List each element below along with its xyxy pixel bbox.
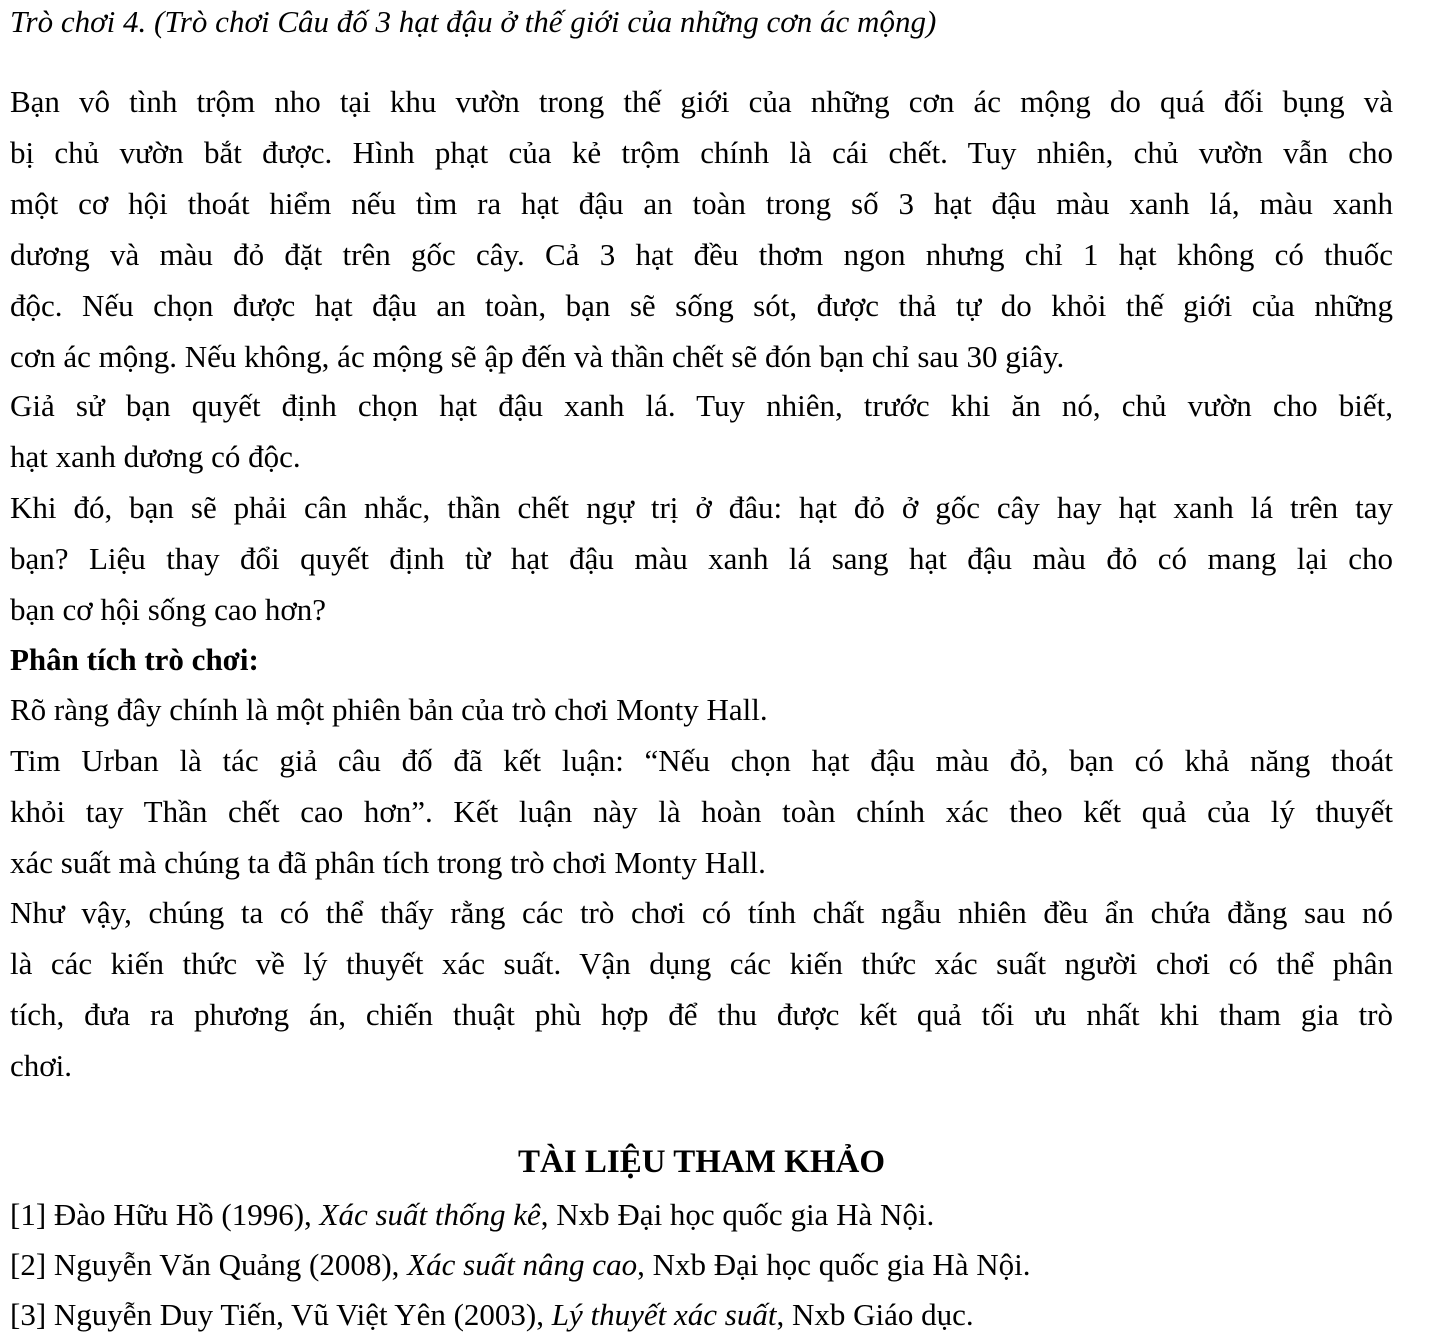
references-heading: TÀI LIỆU THAM KHẢO: [517, 1144, 886, 1180]
paragraph-5-line-1: Tim Urban là tác giả câu đố đã kết luận: “Nếu chọn hạt đậu màu đỏ, bạn có khả năng thoát: [10, 743, 1393, 778]
analysis-heading: Phân tích trò chơi:: [10, 642, 259, 677]
paragraph-1-line-6: cơn ác mộng. Nếu không, ác mộng sẽ ập đến và thần chết sẽ đón bạn chỉ sau 30 giây.: [10, 339, 1065, 374]
paragraph-3-line-1: Khi đó, bạn sẽ phải cân nhắc, thần chết ngự trị ở đâu: hạt đỏ ở gốc cây hay hạt xanh lá trên tay: [10, 490, 1393, 525]
reference-2-prefix: [2] Nguyễn Văn Quảng (2008),: [10, 1247, 408, 1282]
paragraph-1-line-1: Bạn vô tình trộm nho tại khu vườn trong thế giới của những cơn ác mộng do quá đối bụng và: [10, 84, 1393, 119]
paragraph-6-line-2: là các kiến thức về lý thuyết xác suất. Vận dụng các kiến thức xác suất người chơi có thể phân: [10, 946, 1393, 981]
reference-1-prefix: [1] Đào Hữu Hồ (1996),: [10, 1197, 320, 1232]
reference-3-prefix: [3] Nguyễn Duy Tiến, Vũ Việt Yên (2003),: [10, 1297, 552, 1332]
paragraph-1-line-3: một cơ hội thoát hiểm nếu tìm ra hạt đậu an toàn trong số 3 hạt đậu màu xanh lá, màu xanh: [10, 186, 1393, 221]
reference-2-suffix: , Nxb Đại học quốc gia Hà Nội.: [637, 1247, 1031, 1282]
paragraph-4-line-1: Rõ ràng đây chính là một phiên bản của trò chơi Monty Hall.: [10, 692, 768, 727]
paragraph-5-line-2: khỏi tay Thần chết cao hơn”. Kết luận này là hoàn toàn chính xác theo kết quả của lý thuyết: [10, 794, 1393, 829]
paragraph-5-line-3: xác suất mà chúng ta đã phân tích trong trò chơi Monty Hall.: [10, 845, 766, 880]
reference-item-1: [10, 1197, 934, 1233]
reference-item-3: [10, 1297, 974, 1333]
paragraph-6-line-1: Như vậy, chúng ta có thể thấy rằng các trò chơi có tính chất ngẫu nhiên đều ẩn chứa đằng sau nó: [10, 895, 1393, 930]
reference-1-suffix: , Nxb Đại học quốc gia Hà Nội.: [540, 1197, 935, 1232]
paragraph-1-line-2: bị chủ vườn bắt được. Hình phạt của kẻ trộm chính là cái chết. Tuy nhiên, chủ vườn vẫn cho: [10, 135, 1393, 170]
reference-1-title: Xác suất thống kê: [319, 1197, 541, 1232]
paragraph-2-line-2: hạt xanh dương có độc.: [10, 439, 301, 474]
paragraph-1-line-4: dương và màu đỏ đặt trên gốc cây. Cả 3 hạt đều thơm ngon nhưng chỉ 1 hạt không có thuốc: [10, 237, 1393, 272]
reference-3-title: Lý thuyết xác suất: [551, 1297, 777, 1332]
paragraph-3-line-2: bạn? Liệu thay đổi quyết định từ hạt đậu màu xanh lá sang hạt đậu màu đỏ có mang lại cho: [10, 541, 1393, 576]
game-title: Trò chơi 4. (Trò chơi Câu đố 3 hạt đậu ở thế giới của những cơn ác mộng): [10, 4, 937, 39]
paragraph-6-line-4: chơi.: [10, 1048, 73, 1083]
reference-item-2: [10, 1247, 1031, 1283]
reference-3-suffix: , Nxb Giáo dục.: [776, 1297, 974, 1332]
paragraph-1-line-5: độc. Nếu chọn được hạt đậu an toàn, bạn sẽ sống sót, được thả tự do khỏi thế giới của những: [10, 288, 1393, 323]
paragraph-6-line-3: tích, đưa ra phương án, chiến thuật phù hợp để thu được kết quả tối ưu nhất khi tham gia trò: [10, 997, 1393, 1032]
paragraph-3-line-3: bạn cơ hội sống cao hơn?: [10, 592, 327, 627]
reference-2-title: Xác suất nâng cao: [407, 1247, 638, 1282]
paragraph-2-line-1: Giả sử bạn quyết định chọn hạt đậu xanh lá. Tuy nhiên, trước khi ăn nó, chủ vườn cho biết,: [10, 388, 1393, 423]
